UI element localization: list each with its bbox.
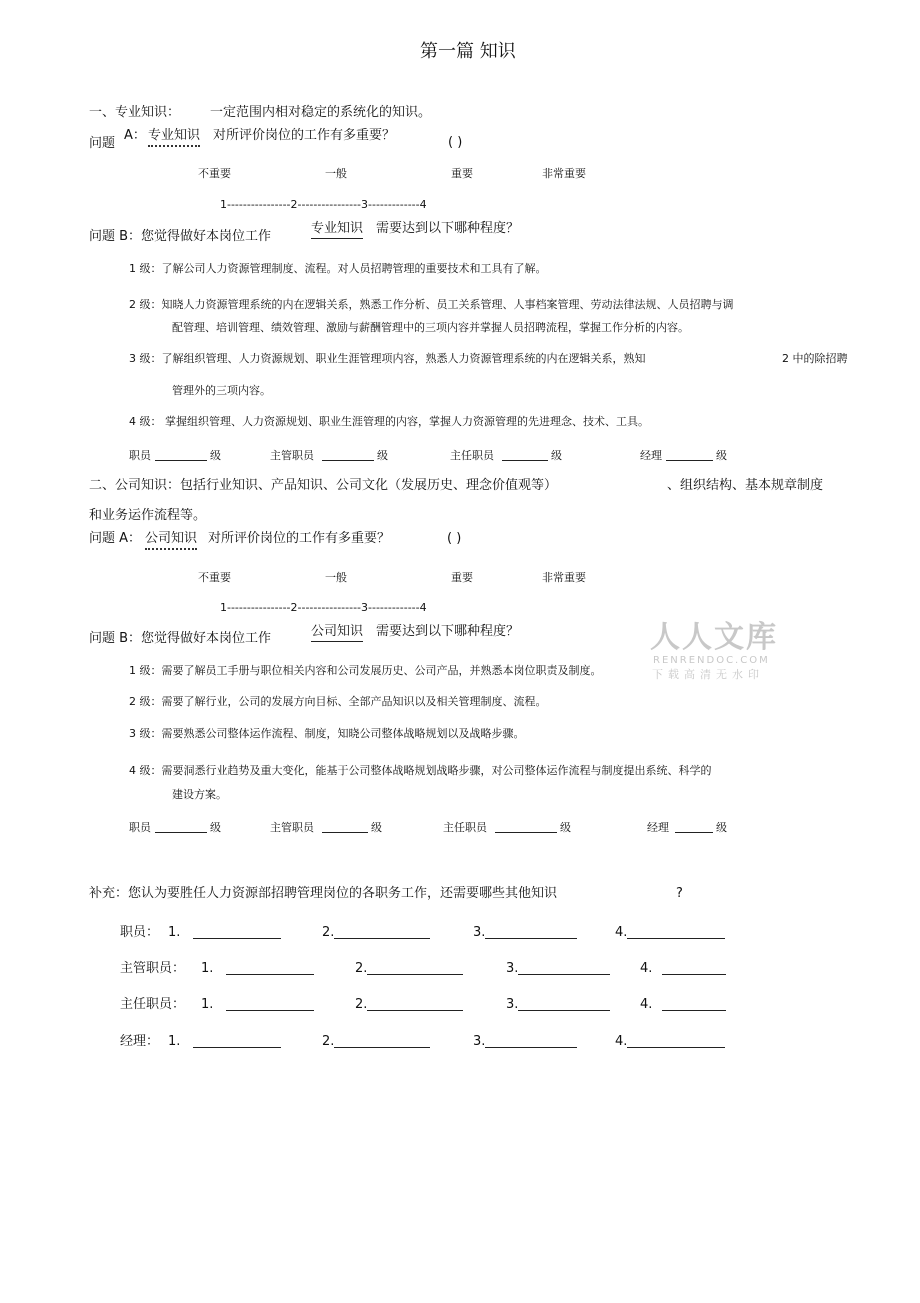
s1-scale-label: 不重要 — [198, 167, 231, 180]
pos-role: 主管职员 — [270, 449, 314, 462]
answer-blank[interactable] — [367, 962, 463, 975]
s2-qB-text: 需要达到以下哪种程度？ — [376, 624, 520, 639]
answer-blank[interactable] — [226, 998, 314, 1011]
answer-blank[interactable] — [367, 998, 463, 1011]
answer-blank[interactable] — [485, 1035, 577, 1048]
answer-blank[interactable] — [627, 1035, 725, 1048]
pos-unit: 级 — [716, 821, 727, 834]
page-title: 第一篇 知识 — [420, 41, 516, 62]
s2-level-1: 1 级：需要了解员工手册与职位相关内容和公司发展历史、公司产品，并熟悉本岗位职责及制度。 — [129, 664, 602, 677]
s1-qA-answer-paren: ( ) — [448, 135, 463, 150]
s1-qA-text: 对所评价岗位的工作有多重要？ — [213, 128, 396, 143]
pos-unit: 级 — [210, 449, 221, 462]
answer-blank[interactable] — [627, 926, 725, 939]
answer-blank[interactable] — [518, 962, 610, 975]
s1-scale-label: 一般 — [325, 167, 347, 180]
watermark-tagline: 下载高清无水印 — [652, 668, 764, 681]
watermark-domain: RENRENDOC.COM — [653, 655, 770, 666]
supp-item — [322, 1035, 430, 1048]
s2-pos-employee — [129, 820, 221, 833]
level-blank[interactable] — [495, 820, 557, 833]
s1-qA-label: A： — [124, 128, 146, 143]
pos-role: 主任职员 — [443, 821, 487, 834]
pos-role: 主管职员 — [270, 821, 314, 834]
section1-heading: 一、专业知识： — [89, 105, 181, 120]
supp-item — [615, 926, 725, 939]
s1-pos-employee — [129, 448, 221, 461]
supp-item — [355, 962, 463, 975]
s1-qA-keyword: 专业知识 — [148, 129, 200, 147]
s1-scale-line: 1----------------2----------------3-------------4 — [220, 198, 427, 211]
s1-qB-prefix: 问题 B：您觉得做好本岗位工作 — [89, 229, 272, 244]
s2-qB-prefix: 问题 B：您觉得做好本岗位工作 — [89, 631, 272, 646]
s1-pos-director — [450, 448, 562, 461]
item-num: 3. — [473, 1034, 486, 1049]
supp-item — [168, 1035, 281, 1048]
supp-row-role: 主管职员： — [120, 961, 186, 976]
pos-role: 经理 — [640, 449, 662, 462]
s2-scale-label: 不重要 — [198, 571, 231, 584]
pos-role: 职员 — [129, 449, 151, 462]
supp-row-role: 主任职员： — [120, 997, 186, 1012]
level-blank[interactable] — [675, 820, 713, 833]
s1-qA-prefix: 问题 — [89, 136, 116, 151]
s1-level-2: 2 级：知晓人力资源管理系统的内在逻辑关系，熟悉工作分析、员工关系管理、人事档案管理、劳动法律法规、人员招聘与调 — [129, 298, 734, 311]
s2-level-2: 2 级：需要了解行业，公司的发展方向目标、全部产品知识以及相关管理制度、流程。 — [129, 695, 547, 708]
answer-blank[interactable] — [334, 1035, 430, 1048]
s2-level-4-cont: 建设方案。 — [172, 788, 227, 801]
section1-definition: 一定范围内相对稳定的系统化的知识。 — [210, 105, 432, 120]
supplement-question: 补充：您认为要胜任人力资源部招聘管理岗位的各职务工作，还需要哪些其他知识 — [89, 886, 558, 901]
s1-level-3: 3 级：了解组织管理、人力资源规划、职业生涯管理项内容，熟悉人力资源管理系统的内在逻辑关系，熟知 — [129, 352, 646, 365]
item-num: 3. — [473, 925, 486, 940]
section2-heading-c: 和业务运作流程等。 — [89, 508, 207, 523]
s1-qB-keyword: 专业知识 — [311, 222, 363, 239]
s1-pos-manager — [640, 448, 727, 461]
s1-level-3-cont: 管理外的三项内容。 — [172, 384, 271, 397]
pos-unit: 级 — [551, 449, 562, 462]
s2-qA-keyword: 公司知识 — [145, 532, 197, 550]
supp-row-role: 经理： — [120, 1034, 160, 1049]
item-num: 4. — [615, 1034, 628, 1049]
supp-item — [640, 998, 726, 1011]
item-num: 1. — [201, 997, 214, 1012]
s1-pos-supervisor — [270, 448, 388, 461]
item-num: 3. — [506, 997, 519, 1012]
pos-unit: 级 — [210, 821, 221, 834]
supp-item — [506, 998, 610, 1011]
answer-blank[interactable] — [662, 998, 726, 1011]
s1-level-1: 1 级：了解公司人力资源管理制度、流程。对人员招聘管理的重要技术和工具有了解。 — [129, 262, 547, 275]
item-num: 2. — [322, 1034, 335, 1049]
level-blank[interactable] — [155, 820, 207, 833]
s2-qA-prefix: 问题 A： — [89, 531, 142, 546]
supp-item — [506, 962, 610, 975]
answer-blank[interactable] — [518, 998, 610, 1011]
supp-item — [201, 998, 314, 1011]
level-blank[interactable] — [666, 448, 713, 461]
watermark-logo: 人人文库 — [650, 620, 778, 655]
answer-blank[interactable] — [193, 926, 281, 939]
s1-scale-label: 非常重要 — [542, 167, 586, 180]
s1-level-2-cont: 配管理、培训管理、绩效管理、激励与薪酬管理中的三项内容并掌握人员招聘流程，掌握工作分析的内容。 — [172, 321, 689, 334]
item-num: 3. — [506, 961, 519, 976]
s2-scale-line: 1----------------2----------------3-------------4 — [220, 601, 427, 614]
answer-blank[interactable] — [662, 962, 726, 975]
answer-blank[interactable] — [485, 926, 577, 939]
supp-item — [168, 926, 281, 939]
s2-qB-keyword: 公司知识 — [311, 625, 363, 642]
pos-unit: 级 — [560, 821, 571, 834]
supp-item — [473, 926, 577, 939]
s1-level-4: 4 级： 掌握组织管理、人力资源规划、职业生涯管理的内容，掌握人力资源管理的先进理念、技术、工具。 — [129, 415, 649, 428]
pos-role: 经理 — [647, 821, 669, 834]
s2-scale-label: 重要 — [451, 571, 473, 584]
level-blank[interactable] — [502, 448, 548, 461]
item-num: 2. — [322, 925, 335, 940]
s2-pos-director — [443, 820, 571, 833]
s2-qA-text: 对所评价岗位的工作有多重要？ — [208, 531, 391, 546]
item-num: 4. — [640, 997, 653, 1012]
s1-level-3-tail: 2 中的除招聘 — [782, 352, 848, 365]
supp-item — [615, 1035, 725, 1048]
section2-heading: 二、公司知识：包括行业知识、产品知识、公司文化（发展历史、理念价值观等） — [89, 478, 558, 493]
item-num: 1. — [201, 961, 214, 976]
supp-row-role: 职员： — [120, 925, 160, 940]
pos-unit: 级 — [716, 449, 727, 462]
item-num: 2. — [355, 997, 368, 1012]
item-num: 1. — [168, 925, 181, 940]
s1-qB-text: 需要达到以下哪种程度？ — [376, 221, 520, 236]
answer-blank[interactable] — [193, 1035, 281, 1048]
item-num: 1. — [168, 1034, 181, 1049]
s2-qA-answer-paren: ( ) — [447, 531, 462, 546]
s2-pos-manager — [647, 820, 727, 833]
supp-item — [355, 998, 463, 1011]
item-num: 4. — [640, 961, 653, 976]
pos-unit: 级 — [377, 449, 388, 462]
s2-level-3: 3 级：需要熟悉公司整体运作流程、制度，知晓公司整体战略规划以及战略步骤。 — [129, 727, 525, 740]
s2-pos-supervisor — [270, 820, 382, 833]
pos-unit: 级 — [371, 821, 382, 834]
supp-item — [473, 1035, 577, 1048]
item-num: 4. — [615, 925, 628, 940]
s2-scale-label: 非常重要 — [542, 571, 586, 584]
s2-scale-label: 一般 — [325, 571, 347, 584]
level-blank[interactable] — [322, 820, 368, 833]
pos-role: 职员 — [129, 821, 151, 834]
supp-item — [640, 962, 726, 975]
supp-item — [201, 962, 314, 975]
item-num: 2. — [355, 961, 368, 976]
supplement-qmark: ? — [676, 886, 683, 901]
section2-heading-b: 、组织结构、基本规章制度 — [667, 478, 824, 493]
answer-blank[interactable] — [334, 926, 430, 939]
pos-role: 主任职员 — [450, 449, 494, 462]
s2-level-4: 4 级：需要洞悉行业趋势及重大变化，能基于公司整体战略规划战略步骤，对公司整体运作流程与制度提出系统、科学的 — [129, 764, 712, 777]
level-blank[interactable] — [322, 448, 374, 461]
answer-blank[interactable] — [226, 962, 314, 975]
supp-item — [322, 926, 430, 939]
s1-scale-label: 重要 — [451, 167, 473, 180]
level-blank[interactable] — [155, 448, 207, 461]
